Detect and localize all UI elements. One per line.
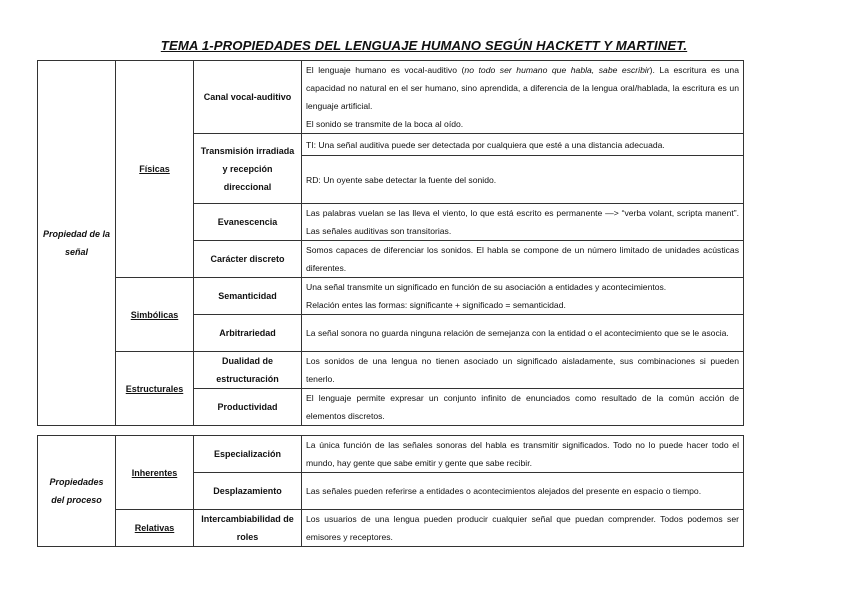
table-row — [38, 61, 744, 134]
property-cell: Intercambiabilidad de roles — [194, 510, 302, 547]
description-cell: Los usuarios de una lengua pueden producir cualquier señal que puedan comprender. Todos podemos ser emisores y receptores. — [302, 510, 744, 547]
description-text: El sonido se transmite de la boca al oído. — [306, 119, 464, 129]
property-cell: Productividad — [194, 389, 302, 426]
category-cell: Propiedad de la señal — [38, 61, 116, 426]
property-cell: Arbitrariedad — [194, 315, 302, 352]
property-cell: Carácter discreto — [194, 241, 302, 278]
description-cell: Las palabras vuelan se las lleva el viento, lo que está escrito es permanente —> “verba volant, scripta manent”. Las señales auditivas son transitorias. — [302, 204, 744, 241]
description-italic-text: no todo ser humano que habla, sabe escribir — [464, 65, 650, 75]
group-cell-fisicas: Físicas — [116, 61, 194, 278]
property-cell: Semanticidad — [194, 278, 302, 315]
page-title: TEMA 1-PROPIEDADES DEL LENGUAJE HUMANO SEGÚN HACKETT Y MARTINET. — [160, 38, 688, 53]
category-cell: Propiedades del proceso — [38, 436, 116, 547]
property-cell: Dualidad de estructuración — [194, 352, 302, 389]
description-text: El lenguaje humano es vocal-auditivo ( — [306, 65, 465, 75]
table-row — [38, 278, 744, 315]
group-cell-estructurales: Estructurales — [116, 352, 194, 426]
description-text: Una señal transmite un significado en función de su asociación a entidades y acontecimientos. — [306, 282, 667, 292]
description-cell: El lenguaje permite expresar un conjunto infinito de enunciados como resultado de la común acción de elementos discretos. — [302, 389, 744, 426]
description-text: ). La escritura es una capacidad no natural en el ser humano, sino aprendida, a diferencia de la lengua oral/hablada, la escritura es un lenguaje artificial. — [306, 65, 739, 111]
description-cell: La señal sonora no guarda ninguna relación de semejanza con la entidad o el acontecimiento que se le asocia. — [302, 315, 744, 352]
group-cell-inherentes: Inherentes — [116, 436, 194, 510]
description-cell: La única función de las señales sonoras del habla es transmitir significados. Todo no lo puede hacer todo el mundo, hay gente que sabe emitir y gente que sabe recibir. — [302, 436, 744, 473]
description-cell: TI: Una señal auditiva puede ser detectada por cualquiera que esté a una distancia adecuada. — [302, 134, 744, 156]
property-cell: Especialización — [194, 436, 302, 473]
description-cell — [302, 61, 744, 134]
table-row — [38, 510, 744, 547]
description-cell — [302, 278, 744, 315]
description-text: Relación entes las formas: significante + significado = semanticidad. — [306, 300, 566, 310]
property-cell: Transmisión irradiada y recepción direccional — [194, 134, 302, 204]
property-cell: Evanescencia — [194, 204, 302, 241]
table-row — [38, 352, 744, 389]
description-cell: Los sonidos de una lengua no tienen asociado un significado aisladamente, sus combinaciones si pueden tenerlo. — [302, 352, 744, 389]
table-row — [38, 436, 744, 473]
description-cell: RD: Un oyente sabe detectar la fuente del sonido. — [302, 156, 744, 204]
group-cell-relativas: Relativas — [116, 510, 194, 547]
process-properties-table — [37, 435, 744, 547]
description-cell: Las señales pueden referirse a entidades o acontecimientos alejados del presente en espacio o tiempo. — [302, 473, 744, 510]
group-cell-simbolicas: Simbólicas — [116, 278, 194, 352]
property-cell: Canal vocal-auditivo — [194, 61, 302, 134]
signal-properties-table — [37, 60, 744, 426]
description-cell: Somos capaces de diferenciar los sonidos. El habla se compone de un número limitado de unidades acústicas diferentes. — [302, 241, 744, 278]
property-cell: Desplazamiento — [194, 473, 302, 510]
